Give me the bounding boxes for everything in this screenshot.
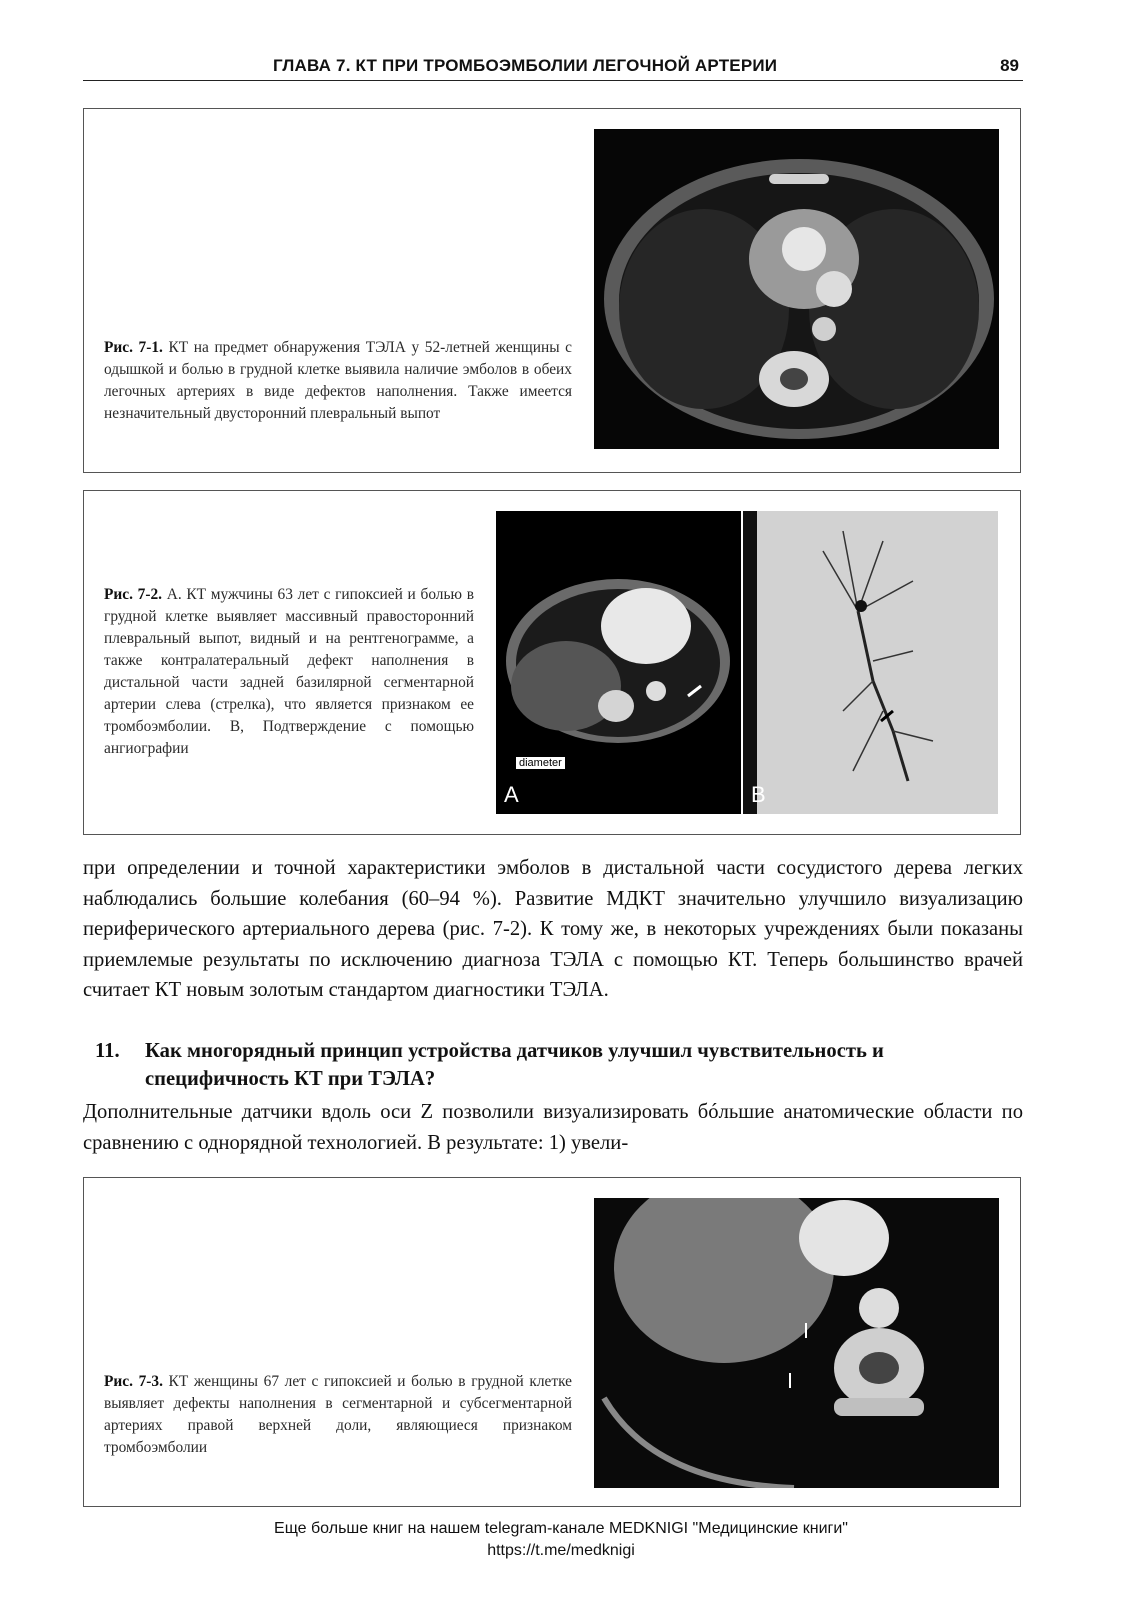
figure-7-3: [83, 1177, 1021, 1507]
figure-7-1-caption: [104, 337, 572, 425]
figure-7-3-caption: [104, 1371, 572, 1459]
question-number: 11.: [95, 1040, 120, 1062]
ct-chest-zoom-graphic: [594, 1198, 999, 1488]
figure-label: Рис. 7-1.: [104, 339, 163, 356]
angiogram-graphic: [743, 511, 998, 814]
ct-scan-image: [594, 129, 999, 449]
angiography-panel-b: [743, 511, 998, 814]
ct-chest-scan-graphic: [594, 129, 999, 449]
figure-label: Рис. 7-3.: [104, 1373, 163, 1390]
question-text: Как многорядный принцип устройства датчиков улучшил чувствительность и специфичность КТ при ТЭЛА?: [145, 1040, 884, 1090]
caption-text: КТ женщины 67 лет с гипоксией и болью в грудной клетке выявляет дефекты наполнения в сегментарной и субсегментарной артериях правой верхней доли, являющиеся признаком тромбоэмболии: [104, 1373, 572, 1456]
body-paragraph: Дополнительные датчики вдоль оси Z позволили визуализировать бóльшие анатомические области по сравнению с однорядной технологией. В результате: 1) увели-: [83, 1101, 1023, 1154]
figure-7-2: [83, 490, 1021, 835]
figure-label: Рис. 7-2.: [104, 586, 163, 603]
footer-link[interactable]: https://t.me/medknigi: [487, 1542, 635, 1559]
figure-7-2-caption: [104, 584, 474, 760]
ct-scan-panel-a: [496, 511, 741, 814]
page-number: 89: [1000, 56, 1019, 75]
running-header: [83, 50, 1023, 81]
chapter-title: ГЛАВА 7. КТ ПРИ ТРОМБОЭМБОЛИИ ЛЕГОЧНОЙ АРТЕРИИ: [273, 56, 778, 75]
panel-label-a: A: [504, 782, 519, 807]
caption-text: А. КТ мужчины 63 лет с гипоксией и болью в грудной клетке выявляет массивный правосторонний плевральный выпот, видный и на рентгенограмме, а также контралатеральный дефект наполнения в дистальной части задней базилярной сегментарной артерии слева (стрелка), что является признаком ее тромбоэмболии. В, Подтверждение с помощью ангиографии: [104, 586, 474, 757]
footer-promo: Еще больше книг на нашем telegram-канале MEDKNIGI "Медицинские книги": [274, 1520, 848, 1537]
diameter-tag: diameter: [516, 757, 565, 769]
panel-label-b: B: [751, 782, 766, 807]
ct-scan-image: [594, 1198, 999, 1488]
caption-text: КТ на предмет обнаружения ТЭЛА у 52-летней женщины с одышкой и болью в грудной клетке выявила наличие эмболов в обеих легочных артериях в виде дефектов наполнения. Также имеется незначительный двусторонний плевральный выпот: [104, 339, 572, 422]
body-paragraph: при определении и точной характеристики эмболов в дистальной части сосудистого дерева легких наблюдались большие колебания (60–94 %). Развитие МДКТ значительно улучшило визуализацию периферического артериального дерева (рис. 7-2). К тому же, в некоторых учреждениях были показаны приемлемые результаты по исключению диагноза ТЭЛА с помощью КТ. Теперь большинство врачей считает КТ новым золотым стандартом диагностики ТЭЛА.: [83, 857, 1023, 1001]
figure-7-1: [83, 108, 1021, 473]
